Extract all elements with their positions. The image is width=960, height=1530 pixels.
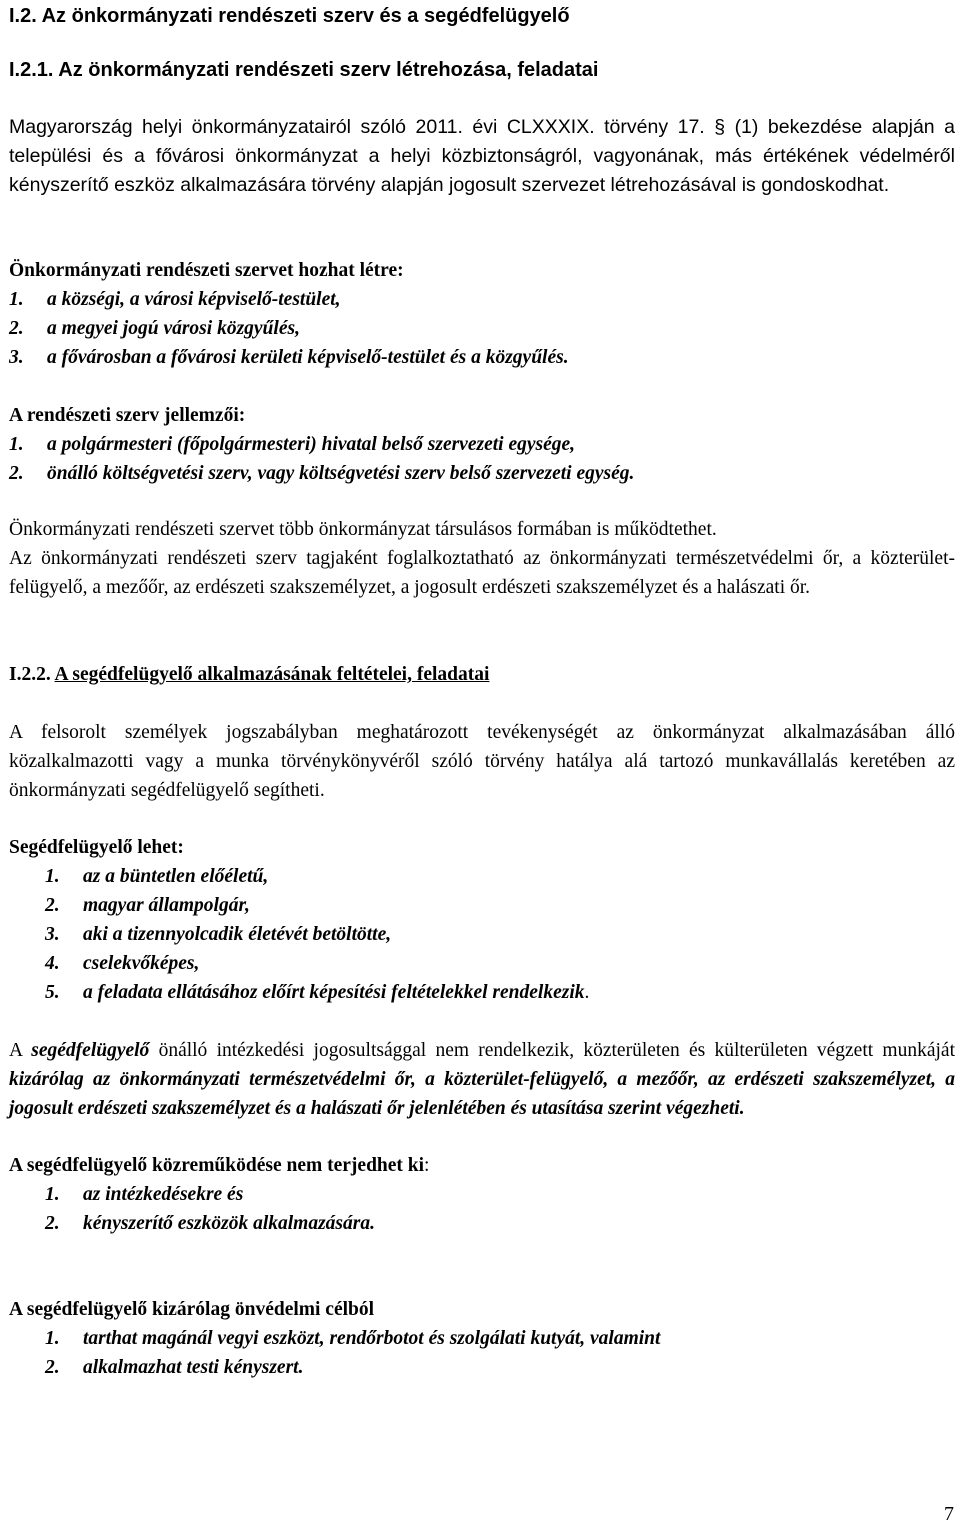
features-section — [9, 401, 955, 488]
features-title: A rendészeti szerv jellemzői: — [9, 405, 246, 426]
restrict-section — [9, 1151, 955, 1238]
authority-paragraph: A segédfelügyelő önálló intézkedési jogosultsággal nem rendelkezik, közterületen és külterületen végzett munkáját kizárólag az önkormányzati természetvédelmi őr, a közterület-felügyelő, a mezőőr, az erdészeti szakszemélyzet, a jogosult erdészeti szakszemélyzet és a halászati őr jelenlétében és utasítása szerint végezheti. — [9, 1040, 955, 1119]
members-paragraph: Az önkormányzati rendészeti szerv tagjaként foglalkoztatható az önkormányzati természetvédelmi őr, a közterület-felügyelő, a mezőőr, az erdészeti szakszemélyzet, a jogosult erdészeti szakszemélyzet és a halászati őr. — [9, 548, 955, 598]
list-item: 1. az intézkedésekre és — [45, 1184, 244, 1205]
list-item: 5. a feladata ellátásához előírt képesítési feltételekkel rendelkezik. — [45, 982, 590, 1003]
employ-block — [9, 718, 955, 805]
eligible-section — [9, 833, 955, 1007]
list-item: 2. alkalmazhat testi kényszert. — [45, 1357, 304, 1378]
selfdef-section — [9, 1295, 955, 1382]
eligible-list — [9, 862, 955, 1007]
creators-section — [9, 256, 955, 372]
list-item: 2. a megyei jogú városi közgyűlés, — [9, 318, 300, 339]
creators-list — [9, 285, 955, 372]
features-list — [9, 430, 955, 488]
list-item: 2. magyar állampolgár, — [45, 895, 250, 916]
intro-paragraph-block — [9, 113, 955, 200]
restrict-title: A segédfelügyelő közreműködése nem terjedhet ki: — [9, 1155, 430, 1176]
list-item: 3. aki a tizennyolcadik életévét betöltötte, — [45, 924, 392, 945]
list-item: 3. a fővárosban a fővárosi kerületi képviselő-testület és a közgyűlés. — [9, 347, 569, 368]
list-item: 1. a községi, a városi képviselő-testület, — [9, 289, 341, 310]
assoc-block — [9, 515, 955, 602]
authority-block — [9, 1036, 955, 1123]
restrict-list — [9, 1180, 955, 1238]
section2-heading — [9, 660, 955, 689]
list-item: 1. a polgármesteri (főpolgármesteri) hivatal belső szervezeti egysége, — [9, 434, 576, 455]
list-item: 4. cselekvőképes, — [45, 953, 200, 974]
creators-title: Önkormányzati rendészeti szervet hozhat létre: — [9, 260, 404, 281]
employ-paragraph: A felsorolt személyek jogszabályban meghatározott tevékenységét az önkormányzat alkalmazásában álló közalkalmazotti vagy a munka törvénykönyvéről szóló törvény hatálya alá tartozó munkavállalás keretében az önkormányzati segédfelügyelő segítheti. — [9, 722, 955, 801]
eligible-title: Segédfelügyelő lehet: — [9, 837, 184, 858]
list-item: 1. az a büntetlen előéletű, — [45, 866, 269, 887]
intro-paragraph: Magyarország helyi önkormányzatairól szóló 2011. évi CLXXXIX. törvény 17. § (1) bekezdése alapján a települési és a fővárosi önkormányzat a helyi közbiztonságról, vagyonának, más értékének védelméről kényszerítő eszköz alkalmazására törvény alapján jogosult szervezet létrehozásával is gondoskodhat. — [9, 116, 955, 196]
assoc-paragraph: Önkormányzati rendészeti szervet több önkormányzat társulásos formában is működtethet. — [9, 519, 717, 540]
list-item: 2. kényszerítő eszközök alkalmazására. — [45, 1213, 375, 1234]
heading-main: I.2. Az önkormányzati rendészeti szerv és a segédfelügyelő — [9, 5, 570, 27]
heading-sub: I.2.1. Az önkormányzati rendészeti szerv létrehozása, feladatai — [9, 59, 599, 81]
selfdef-list — [9, 1324, 955, 1382]
selfdef-title: A segédfelügyelő kizárólag önvédelmi célból — [9, 1299, 375, 1320]
list-item: 2. önálló költségvetési szerv, vagy költségvetési szerv belső szervezeti egység. — [9, 463, 635, 484]
list-item: 1. tarthat magánál vegyi eszközt, rendőrbotot és szolgálati kutyát, valamint — [45, 1328, 661, 1349]
page-number: 7 — [944, 1503, 954, 1525]
section2-title: A segédfelügyelő alkalmazásának feltételei, feladatai — [54, 664, 490, 685]
section2-num: I.2.2. — [9, 664, 51, 685]
